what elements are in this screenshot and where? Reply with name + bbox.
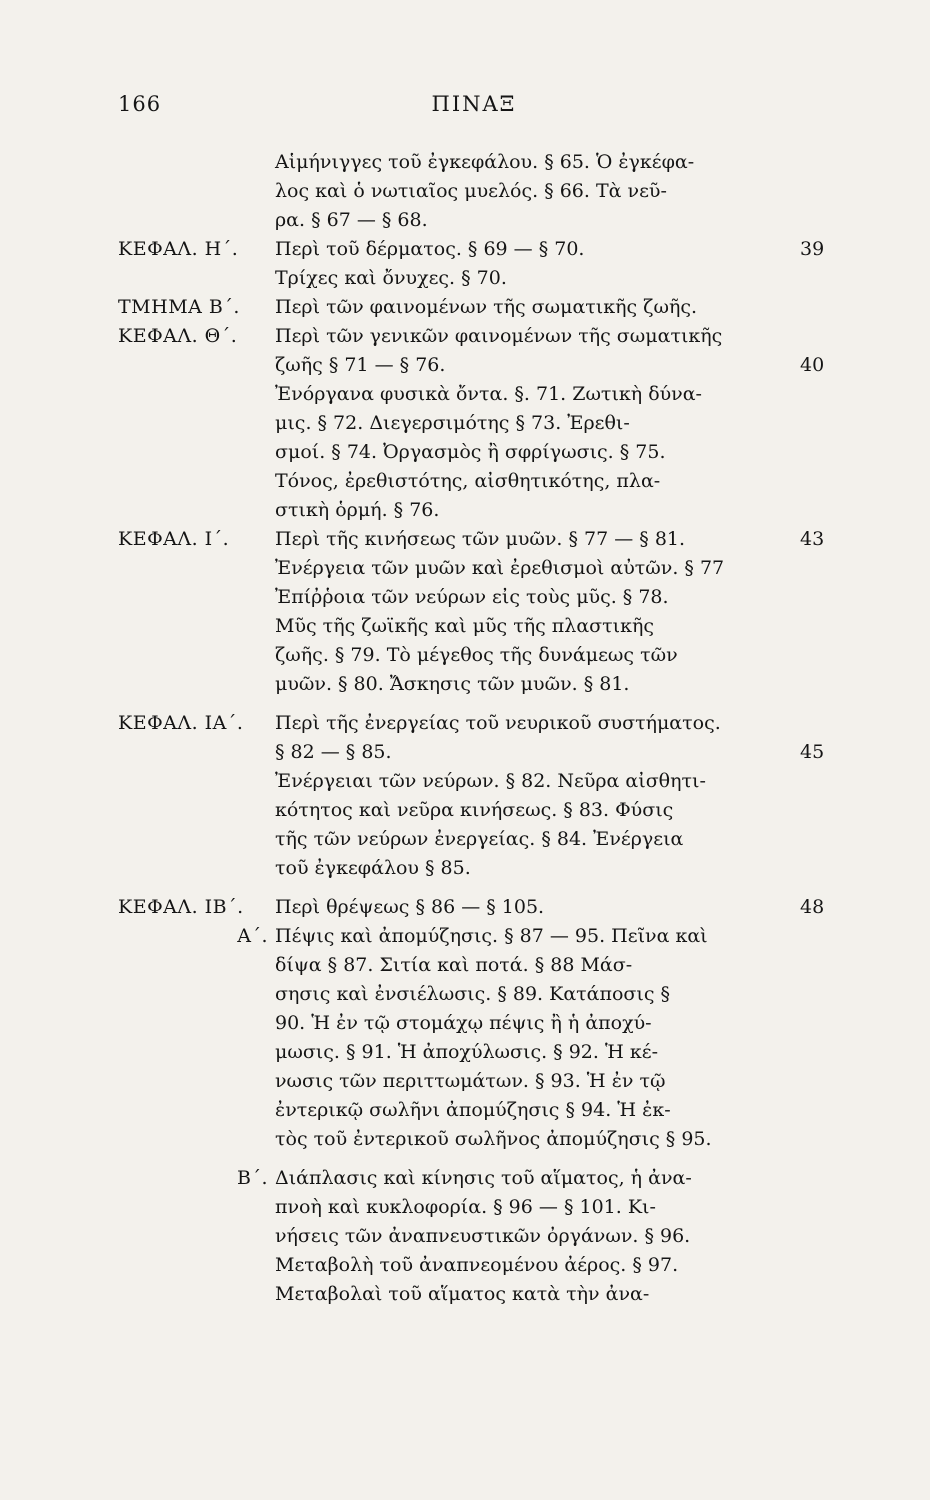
entry-line: ζωῆς § 71 — § 76. — [275, 354, 446, 376]
entry-line: τῆς τῶν νεύρων ἐνεργείας. § 84. Ἐνέργεια — [275, 828, 684, 850]
entry-line: Περὶ τῶν φαινομένων τῆς σωματικῆς ζωῆς. — [275, 296, 698, 318]
entry-line: Μεταβολὴ τοῦ ἀναπνεομένου ἀέρος. § 97. — [275, 1254, 679, 1276]
page-reference: 45 — [800, 741, 825, 763]
toc-entry — [0, 293, 930, 322]
entry-text — [275, 922, 745, 1154]
entry-line: Περὶ τῶν γενικῶν φαινομένων τῆς σωματικῆς — [275, 325, 723, 347]
entry-line: Ἐνέργεια τῶν μυῶν καὶ ἐρεθισμοὶ αὐτῶν. § 77 — [275, 557, 725, 579]
entry-line: σησις καὶ ἐνσιέλωσις. § 89. Κατάποσις § — [275, 983, 671, 1005]
page-reference: 40 — [800, 354, 825, 376]
toc-entry — [0, 148, 930, 235]
entry-line: πνοὴ καὶ κυκλοφορία. § 96 — § 101. Κι- — [275, 1196, 656, 1218]
running-head: ΠΙΝΑΞ — [431, 92, 517, 116]
entry-line: § 82 — § 85. — [275, 741, 392, 763]
entry-line: Τόνος, ἐρεθιστότης, αἰσθητικότης, πλα- — [275, 470, 661, 492]
entry-line: ζωῆς. § 79. Τὸ μέγεθος τῆς δυνάμεως τῶν — [275, 644, 678, 666]
entry-line: ρα. § 67 — § 68. — [275, 209, 428, 231]
page-number: 166 — [118, 92, 162, 116]
toc-entry — [0, 322, 930, 525]
page-reference: 43 — [800, 528, 825, 550]
entry-text — [275, 322, 745, 525]
entry-line: κότητος καὶ νεῦρα κινήσεως. § 83. Φύσις — [275, 799, 674, 821]
chapter-label: ΚΕΦΑΛ. ΙΒ΄. — [118, 896, 244, 918]
entry-text — [275, 525, 745, 699]
entry-line: λος καὶ ὁ νωτιαῖος μυελός. § 66. Τὰ νεῦ- — [275, 180, 667, 202]
entry-line: Ἐπίῤῥοια τῶν νεύρων εἰς τοὺς μῦς. § 78. — [275, 586, 669, 608]
chapter-label: ΚΕΦΑΛ. Ι΄. — [118, 528, 230, 550]
entry-line: Ἐνέργειαι τῶν νεύρων. § 82. Νεῦρα αἰσθητι- — [275, 770, 706, 792]
entry-line: Αἱμήνιγγες τοῦ ἐγκεφάλου. § 65. Ὁ ἐγκέφα- — [275, 151, 695, 173]
entry-spacer — [0, 699, 930, 709]
entry-line: Μεταβολαὶ τοῦ αἵματος κατὰ τὴν ἀνα- — [275, 1283, 650, 1305]
entry-line: Περὶ τῆς ἐνεργείας τοῦ νευρικοῦ συστήματος. — [275, 712, 721, 734]
chapter-label: ΚΕΦΑΛ. Θ΄. — [118, 325, 238, 347]
chapter-label: ΤΜΗΜΑ Β΄. — [118, 296, 240, 318]
entry-line: ἐντερικῷ σωλῆνι ἀπομύζησις § 94. Ἡ ἐκ- — [275, 1099, 671, 1121]
toc-entry — [0, 709, 930, 883]
entry-line: Ἐνόργανα φυσικὰ ὄντα. §. 71. Ζωτικὴ δύνα- — [275, 383, 702, 405]
entry-line: νωσις τῶν περιττωμάτων. § 93. Ἡ ἐν τῷ — [275, 1070, 666, 1092]
entry-spacer — [0, 1154, 930, 1164]
entry-line: μυῶν. § 80. Ἄσκησις τῶν μυῶν. § 81. — [275, 673, 630, 695]
toc-entry — [0, 525, 930, 699]
entry-line: Περὶ τοῦ δέρματος. § 69 — § 70. — [275, 238, 585, 260]
entry-text — [275, 148, 745, 235]
entry-line: Μῦς τῆς ζωϊκῆς καὶ μῦς τῆς πλαστικῆς — [275, 615, 654, 637]
entry-line: Περὶ θρέψεως § 86 — § 105. — [275, 896, 545, 918]
chapter-label: Β΄. — [236, 1167, 268, 1189]
page-header — [118, 92, 830, 122]
chapter-label: ΚΕΦΑΛ. Η΄. — [118, 238, 239, 260]
entry-text — [275, 235, 745, 293]
entry-line: Διάπλασις καὶ κίνησις τοῦ αἵματος, ἡ ἀνα- — [275, 1167, 692, 1189]
entry-line: 90. Ἡ ἐν τῷ στομάχῳ πέψις ἢ ἡ ἀποχύ- — [275, 1012, 652, 1034]
entry-text — [275, 709, 745, 883]
page-reference: 48 — [800, 896, 825, 918]
toc-entry — [0, 235, 930, 293]
entry-line: τὸς τοῦ ἐντερικοῦ σωλῆνος ἀπομύζησις § 95. — [275, 1128, 712, 1150]
entry-line: Τρίχες καὶ ὄνυχες. § 70. — [275, 267, 507, 289]
entry-line: δίψα § 87. Σιτία καὶ ποτά. § 88 Μάσ- — [275, 954, 633, 976]
entry-spacer — [0, 883, 930, 893]
entry-text — [275, 293, 745, 322]
entry-line: μις. § 72. Διεγερσιμότης § 73. Ἐρεθι- — [275, 412, 630, 434]
toc-entry — [0, 1164, 930, 1309]
entry-line: τοῦ ἐγκεφάλου § 85. — [275, 857, 471, 879]
toc-entry — [0, 922, 930, 1154]
toc-entry — [0, 893, 930, 922]
entry-line: σμοί. § 74. Ὀργασμὸς ἢ σφρίγωσις. § 75. — [275, 441, 666, 463]
entry-line: μωσις. § 91. Ἡ ἀποχύλωσις. § 92. Ἡ κέ- — [275, 1041, 658, 1063]
page-reference: 39 — [800, 238, 825, 260]
entry-line: νήσεις τῶν ἀναπνευστικῶν ὀργάνων. § 96. — [275, 1225, 691, 1247]
entry-line: Πέψις καὶ ἀπομύζησις. § 87 — 95. Πεῖνα καὶ — [275, 925, 708, 947]
entry-line: στικὴ ὁρμή. § 76. — [275, 499, 440, 521]
entry-text — [275, 893, 745, 922]
chapter-label: ΚΕΦΑΛ. ΙΑ΄. — [118, 712, 244, 734]
entry-line: Περὶ τῆς κινήσεως τῶν μυῶν. § 77 — § 81. — [275, 528, 686, 550]
entry-text — [275, 1164, 745, 1309]
chapter-label: Α΄. — [237, 925, 268, 947]
table-of-contents — [0, 148, 930, 1309]
